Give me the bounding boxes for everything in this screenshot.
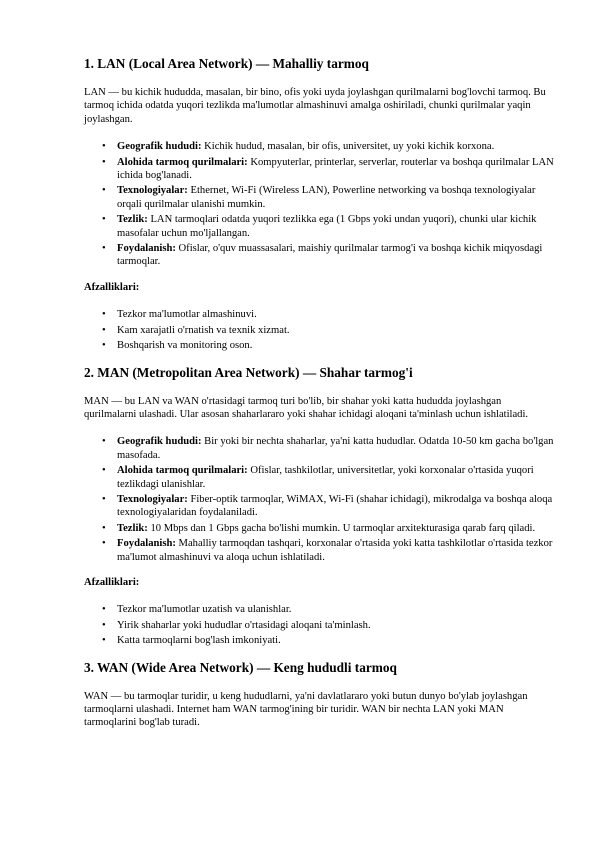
section-title-lan: 1. LAN (Local Area Network) — Mahalliy tarmoq [84,56,369,71]
bullet-icon: • [102,141,106,153]
section-title-wan: 3. WAN (Wide Area Network) — Keng hududli tarmoq [84,659,397,675]
list-item: • Foydalanish: Mahalliy tarmoqdan tashqari, korxonalar o'rtasida yoki katta tashkilotlar o'rtasida tezkor ma'lumot almashinuvi va aloqa uchun ishlatiladi. [102,538,553,563]
list-item: • Geografik hududi: Kichik hudud, masalan, bir ofis, universitet, uy yoki kichik korxona. [102,141,495,153]
bullet-icon: • [102,493,106,505]
list-item: • Tezkor ma'lumotlar almashinuvi. [102,309,257,321]
bullet-icon: • [102,243,106,255]
list-item: • Boshqarish va monitoring oson. [102,340,253,352]
list-item: • Katta tarmoqlarni bog'lash imkoniyati. [102,635,281,647]
section-intro-wan: WAN — bu tarmoqlar turidir, u keng hududlarni, ya'ni davlatlararo yoki butun dunyo bo'ylab joylashgan tarmoqlarni ulashadi. Internet ham WAN tarmog'ining bir turidir. WAN bir nechta LAN yoki MAN tarmoqlarini bog'lab turadi. [84,690,528,729]
advantages-heading-man: Afzalliklari: [84,576,140,588]
bullet-icon: • [102,522,106,534]
feature-list-man [84,435,554,564]
bullet-icon: • [102,538,106,550]
list-item: • Foydalanish: Ofislar, o'quv muassasalari, maishiy qurilmalar tarmog'i va boshqa kichik miqyosdagi tarmoqlar. [102,243,543,268]
list-item: • Kam xarajatli o'rnatish va texnik xizmat. [102,324,290,336]
list-item: • Tezlik: 10 Mbps dan 1 Gbps gacha bo'lishi mumkin. U tarmoqlar arxitekturasiga qarab farq qiladi. [102,522,536,534]
list-item: • Alohida tarmoq qurilmalari: Ofislar, tashkilotlar, universitetlar, yoki korxonalar o'rtasida yuqori tezlikdagi ulanishlar. [102,465,534,490]
advantages-heading-lan: Afzalliklari: [84,281,140,293]
bullet-icon: • [102,635,106,647]
section-title-man: 2. MAN (Metropolitan Area Network) — Shahar tarmog'i [84,364,413,380]
bullet-icon: • [102,465,106,477]
list-item: • Alohida tarmoq qurilmalari: Kompyuterlar, printerlar, serverlar, routerlar va boshqa qurilmalar LAN ichida bog'lanadi. [102,156,554,182]
list-item: • Tezlik: LAN tarmoqlari odatda yuqori tezlikka ega (1 Gbps yoki undan yuqori), chunki ular kichik masofalar uchun mo'ljallangan. [102,214,537,239]
section-intro-lan: LAN — bu kichik hududda, masalan, bir bino, ofis yoki uyda joylashgan qurilmalarni bog'lovchi tarmoq. Bu tarmoq ichida odatda yuqori tezlikda ma'lumotlar almashinuvi amalga oshiriladi, chunki qurilmalar yaqin joylashgan. [84,87,546,125]
list-item: • Geografik hududi: Bir yoki bir nechta shaharlar, ya'ni katta hududlar. Odatda 10-50 km gacha bo'lgan masofada. [102,436,554,461]
list-item: • Texnologiyalar: Fiber-optik tarmoqlar, WiMAX, Wi-Fi (shahar ichidagi), mikrodalga va boshqa aloqa texnologiyalaridan foydalaniladi. [102,493,553,519]
bullet-icon: • [102,156,106,168]
advantages-list-lan [84,308,554,352]
list-item: • Texnologiyalar: Ethernet, Wi-Fi (Wireless LAN), Powerline networking va boshqa texnologiyalar orqali qurilmalar ulanishi mumkin. [102,185,536,210]
bullet-icon: • [102,340,106,352]
section-intro-man: MAN — bu LAN va WAN o'rtasidagi tarmoq turi bo'lib, bir shahar yoki katta hududda joylashgan qurilmalarni ulashadi. Ular asosan shaharlararo yoki shahar ichidagi aloqani ta'minlash uchun ishlatiladi. [84,395,529,420]
bullet-icon: • [102,436,106,448]
bullet-icon: • [102,309,106,321]
advantages-list-man [84,603,554,647]
bullet-icon: • [102,185,106,197]
bullet-icon: • [102,214,106,226]
bullet-icon: • [102,324,106,336]
list-item: • Yirik shaharlar yoki hududlar o'rtasidagi aloqani ta'minlash. [102,619,371,631]
bullet-icon: • [102,604,106,616]
feature-list-lan [84,140,554,269]
list-item: • Tezkor ma'lumotlar uzatish va ulanishlar. [102,604,292,616]
bullet-icon: • [102,619,106,631]
